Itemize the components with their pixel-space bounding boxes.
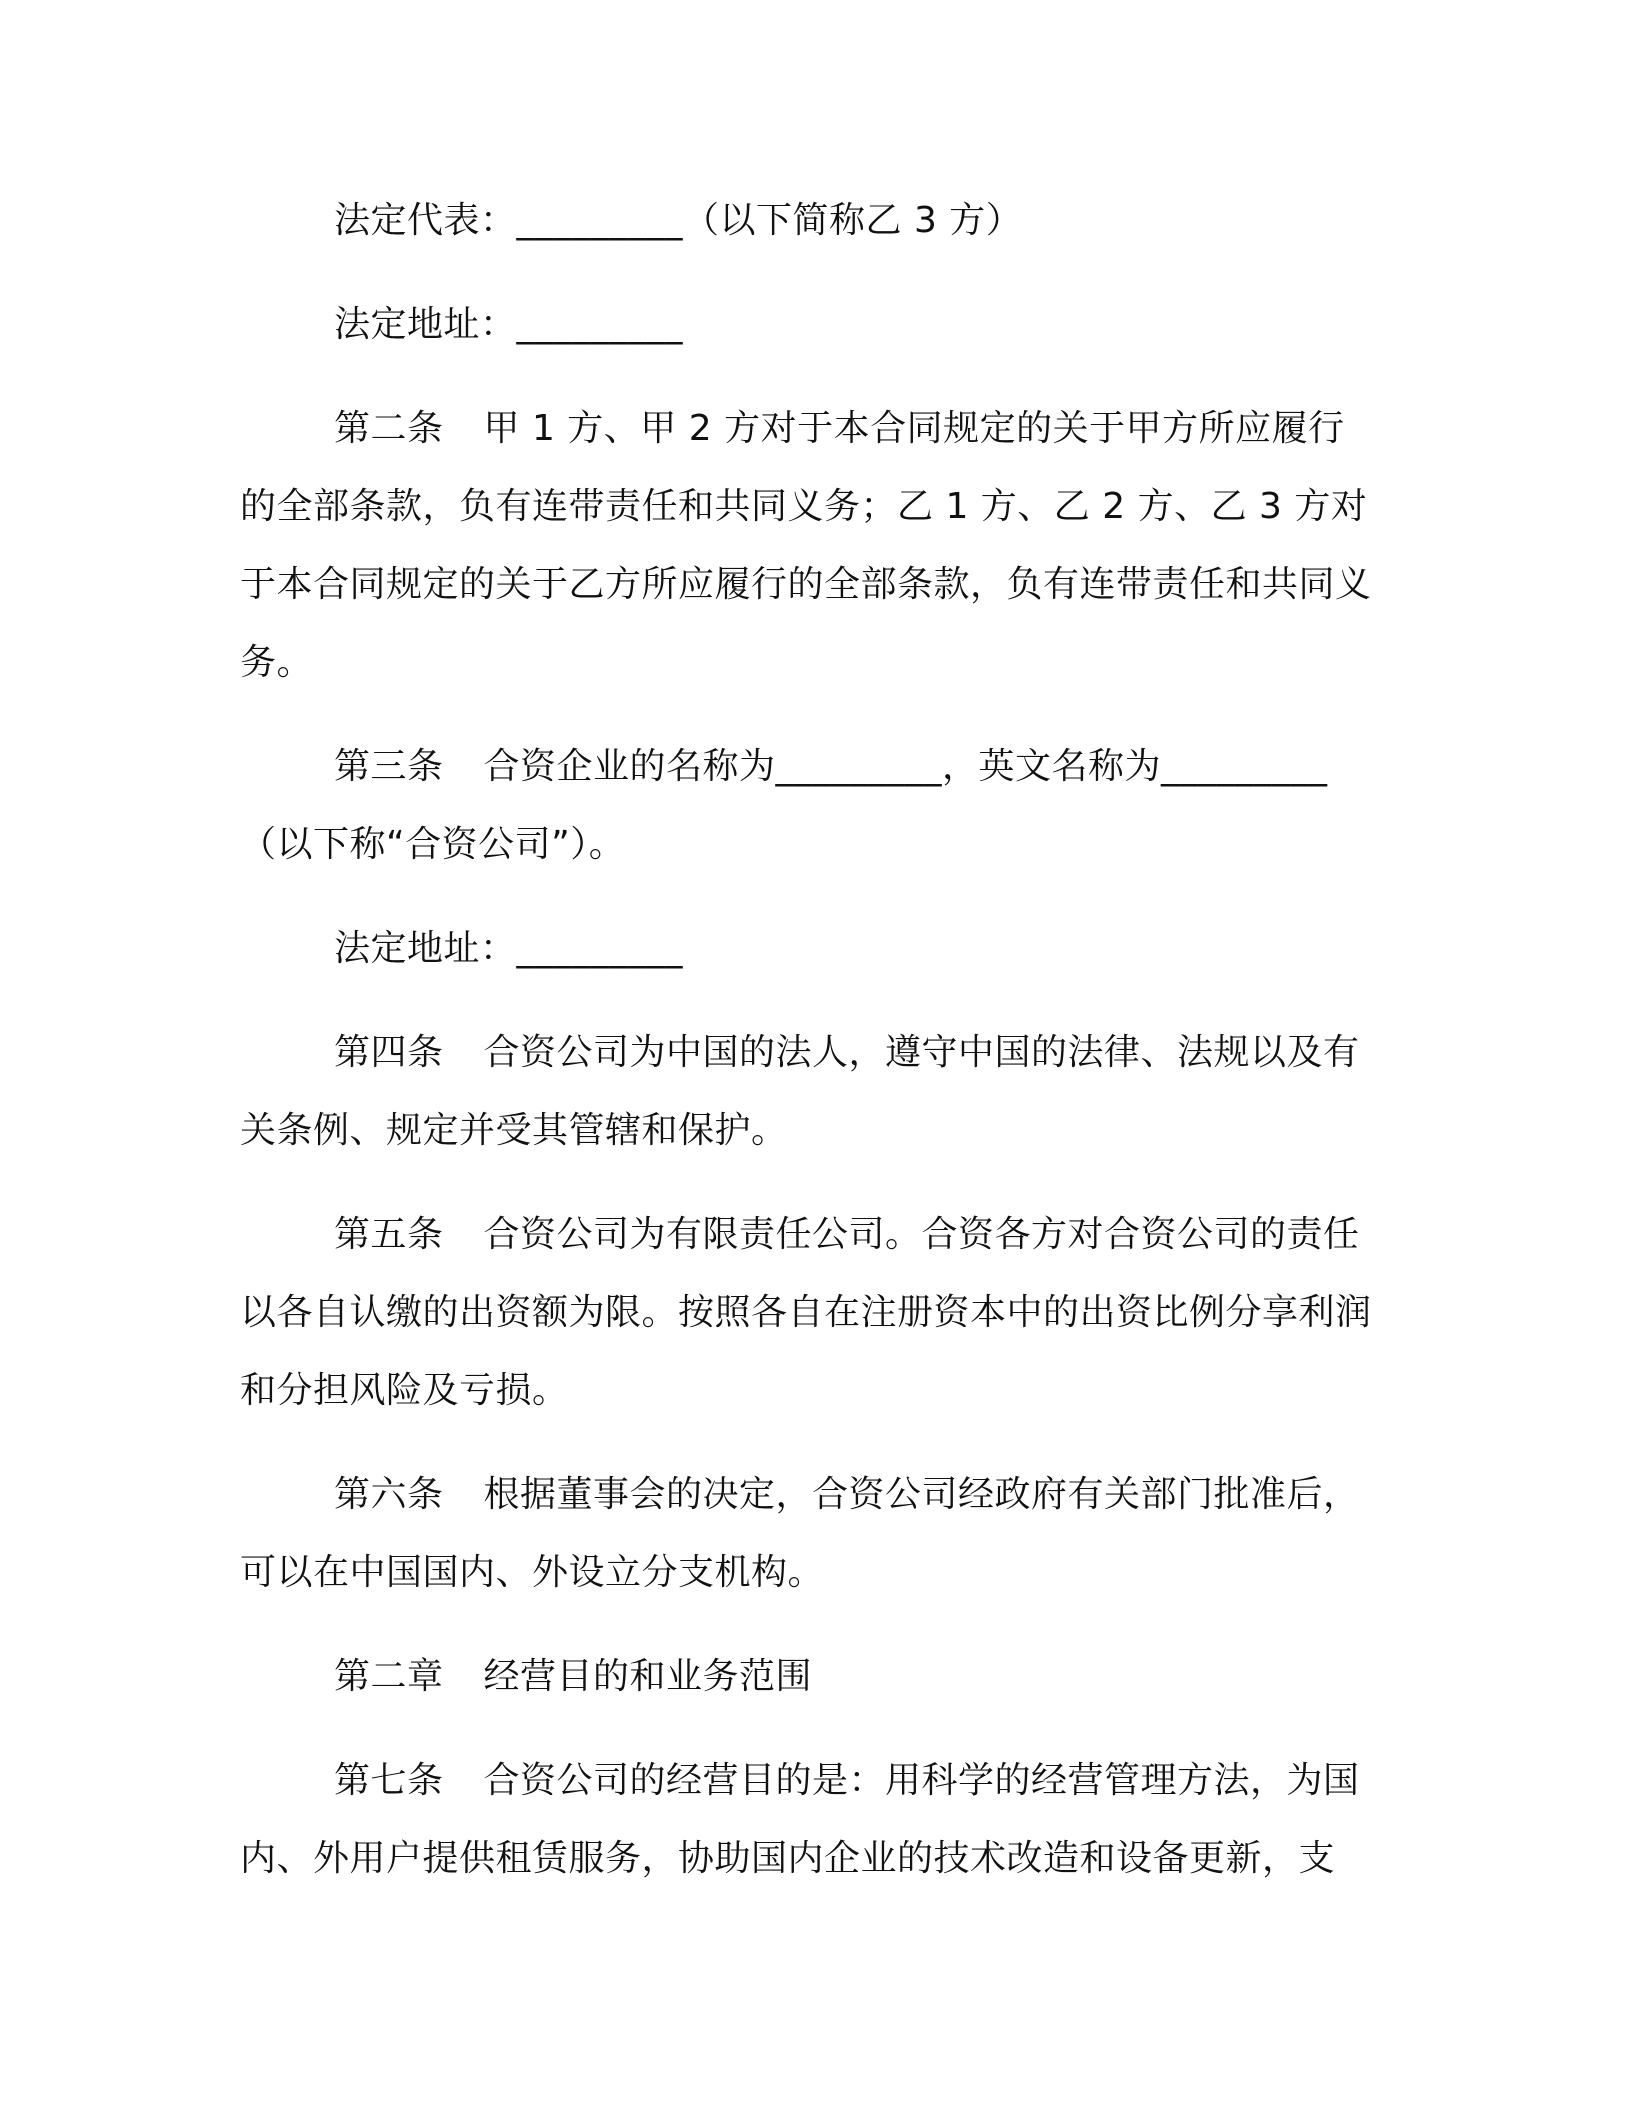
article-heading: 第四条 <box>334 1032 444 1073</box>
article-body: 合资公司为中国的法人，遵守中国的法律、法规以及有关条例、规定并受其管辖和保护。 <box>240 1032 1360 1151</box>
article-heading: 第三条 <box>334 746 444 787</box>
article-2 <box>240 390 1380 702</box>
article-heading: 第五条 <box>334 1214 444 1255</box>
legal-address-text: 法定地址：_________ <box>334 304 684 345</box>
article-body: 甲 1 方、甲 2 方对于本合同规定的关于甲方所应履行的全部条款，负有连带责任和共同义务；乙 1 方、乙 2 方、乙 3 方对于本合同规定的关于乙方所应履行的全部条款，负有连带责任和共同义务。 <box>240 408 1372 683</box>
legal-address-text: 法定地址：_________ <box>334 928 684 969</box>
legal-address-line <box>240 910 1380 988</box>
article-body: 根据董事会的决定，合资公司经政府有关部门批准后，可以在中国国内、外设立分支机构。 <box>240 1474 1360 1593</box>
article-5 <box>240 1196 1380 1430</box>
article-3 <box>240 728 1380 884</box>
legal-representative-text: 法定代表：_________（以下简称乙 3 方） <box>334 200 1023 241</box>
chapter-heading: 第二章 <box>334 1656 444 1697</box>
article-body: 合资公司为有限责任公司。合资各方对合资公司的责任以各自认缴的出资额为限。按照各自在注册资本中的出资比例分享利润和分担风险及亏损。 <box>240 1214 1372 1411</box>
legal-address-line <box>240 286 1380 364</box>
article-heading: 第七条 <box>334 1760 444 1801</box>
article-heading: 第六条 <box>334 1474 444 1515</box>
article-4 <box>240 1014 1380 1170</box>
article-heading: 第二条 <box>334 408 444 449</box>
article-body: 合资公司的经营目的是：用科学的经营管理方法，为国内、外用户提供租赁服务，协助国内企业的技术改造和设备更新，支 <box>240 1760 1360 1879</box>
article-6 <box>240 1456 1380 1612</box>
article-body: 合资企业的名称为_________，英文名称为_________（以下称“合资公司”）。 <box>240 746 1328 865</box>
legal-representative-line <box>240 182 1380 260</box>
chapter-title-text: 经营目的和业务范围 <box>483 1656 813 1697</box>
article-7 <box>240 1742 1380 1898</box>
document-body <box>240 182 1380 1924</box>
chapter-2-title <box>240 1638 1380 1716</box>
